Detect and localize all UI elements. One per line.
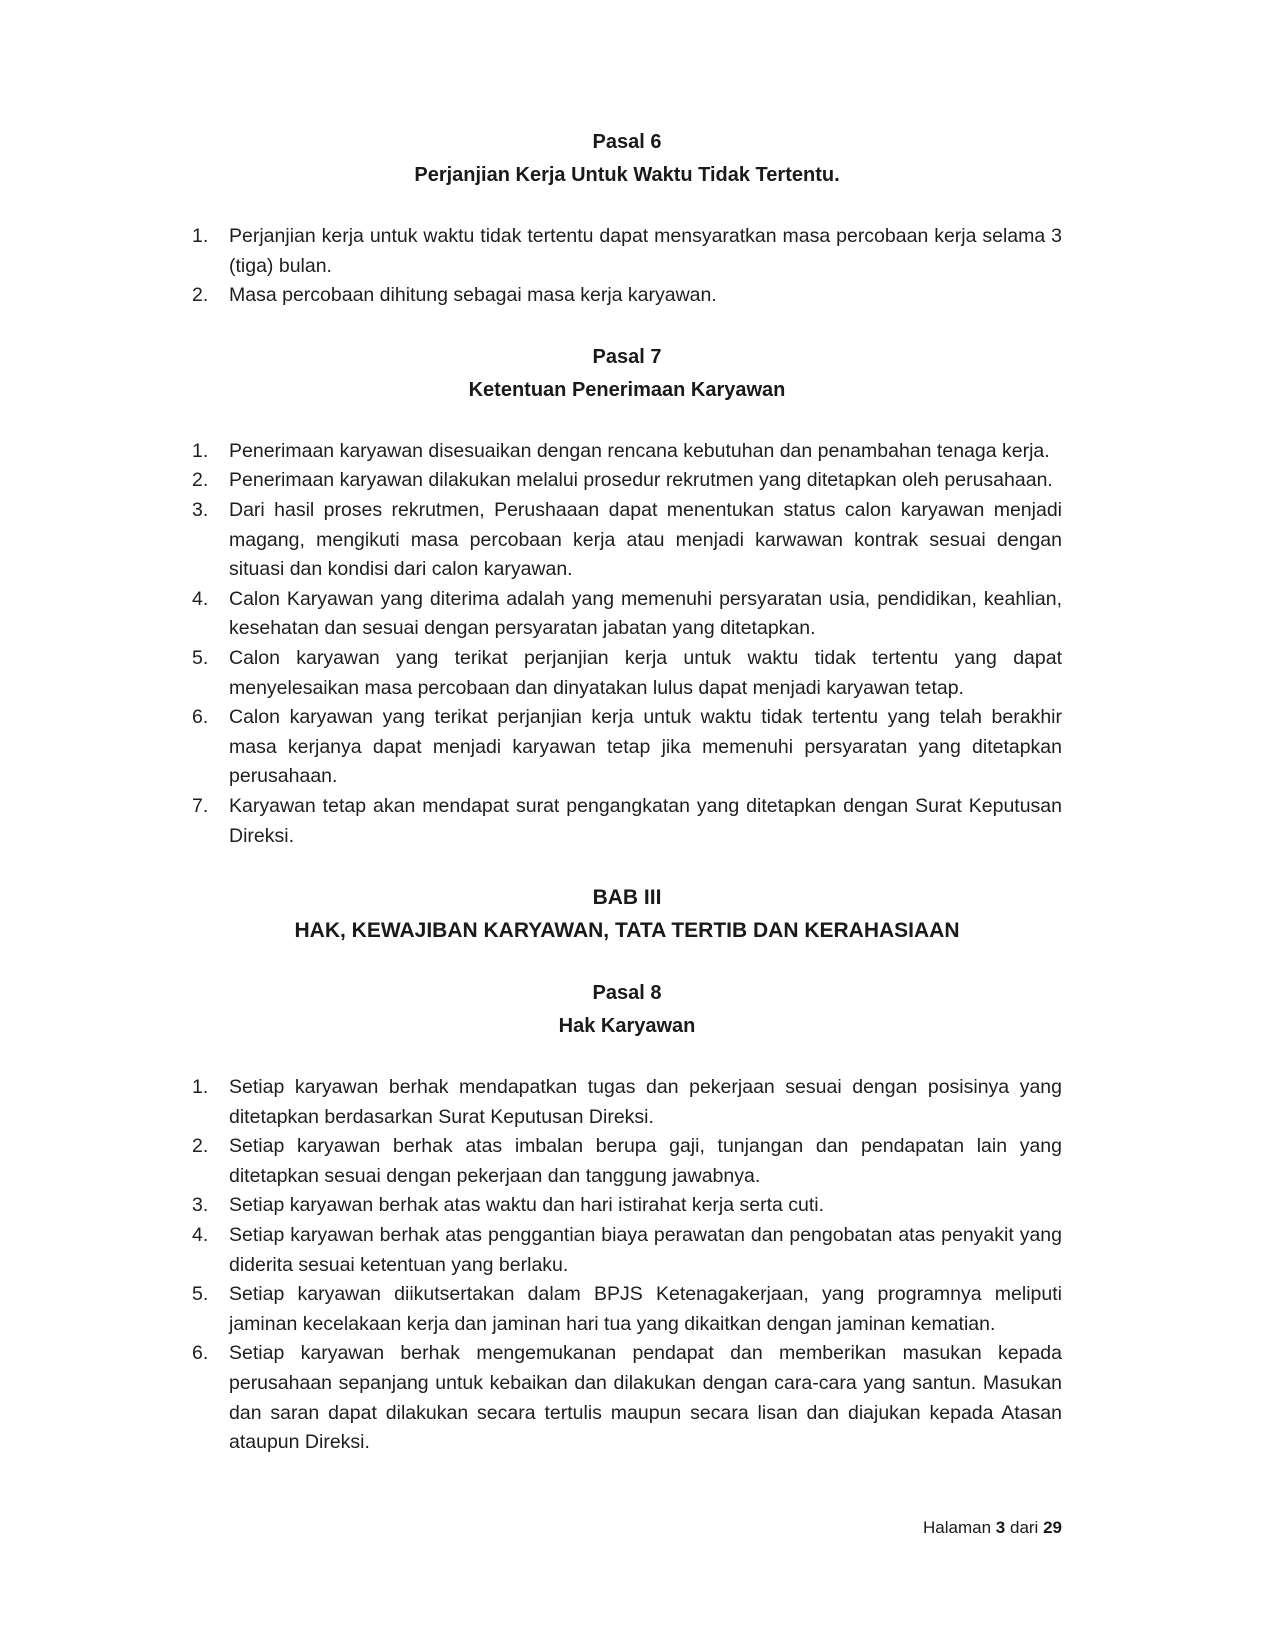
section-pasal-7 (192, 341, 1062, 851)
list-item (192, 281, 1062, 311)
pasal-7-list (192, 437, 1062, 851)
item-text: Setiap karyawan diikutsertakan dalam BPJS Ketenagakerjaan, yang programnya meliputi jaminan kecelakaan kerja dan jaminan hari tua yang dikaitkan dengan jaminan kematian. (229, 1283, 1062, 1335)
item-text: Calon Karyawan yang diterima adalah yang memenuhi persyaratan usia, pendidikan, keahlian, kesehatan dan sesuai dengan persyaratan jabatan yang ditetapkan. (229, 587, 1062, 640)
footer-label: Halaman (923, 1518, 992, 1537)
item-text: Dari hasil proses rekrutmen, Perushaaan dapat menentukan status calon karyawan menjadi magang, mengikuti masa percobaan kerja atau menjadi karwawan kontrak sesuai dengan situasi dan kondisi dari calon karyawan. (229, 498, 1062, 581)
bab-3-title: BAB III (592, 886, 662, 910)
section-bab-3 (192, 881, 1062, 947)
list-item (192, 1280, 1062, 1339)
item-number (192, 792, 229, 851)
pasal-8-subtitle: Hak Karyawan (558, 1015, 696, 1038)
pasal-6-title: Pasal 6 (592, 131, 662, 153)
item-number (192, 1191, 229, 1221)
pasal-6-subtitle: Perjanjian Kerja Untuk Waktu Tidak Tertentu. (414, 164, 840, 186)
footer-page-number: 3 (995, 1518, 1006, 1537)
item-text: Calon karyawan yang terikat perjanjian kerja untuk waktu tidak tertentu yang telah berakhir masa kerjanya dapat menjadi karyawan tetap jika memenuhi persyaratan yang ditetapkan perusahaan. (229, 706, 1062, 788)
pasal-7-subtitle: Ketentuan Penerimaan Karyawan (468, 378, 786, 401)
page-footer (923, 1518, 1062, 1538)
pasal-8-list (192, 1073, 1062, 1458)
item-number (192, 703, 229, 792)
item-text: Perjanjian kerja untuk waktu tidak tertentu dapat mensyaratkan masa percobaan kerja selama 3 (tiga) bulan. (229, 225, 1062, 277)
footer-total-pages: 29 (1043, 1518, 1062, 1537)
item-number (192, 1280, 229, 1339)
item-text: Setiap karyawan berhak mengemukanan pendapat dan memberikan masukan kepada perusahaan sepanjang untuk kebaikan dan dilakukan dengan cara-cara yang santun. Masukan dan saran dapat dilakukan secara tertulis maupun secara lisan dan diajukan kepada Atasan ataupun Direksi. (229, 1342, 1062, 1454)
item-text: Penerimaan karyawan disesuaikan dengan rencana kebutuhan dan penambahan tenaga kerja. (229, 439, 1050, 462)
item-number (192, 585, 229, 644)
bab-3-heading (192, 881, 1062, 947)
item-text: Calon karyawan yang terikat perjanjian kerja untuk waktu tidak tertentu yang dapat menyelesaikan masa percobaan dan dinyatakan lulus dapat menjadi karyawan tetap. (229, 646, 1062, 699)
list-item (192, 1191, 1062, 1221)
item-text: Setiap karyawan berhak atas penggantian biaya perawatan dan pengobatan atas penyakit yang diderita sesuai ketentuan yang berlaku. (229, 1224, 1062, 1276)
item-number (192, 496, 229, 585)
list-item (192, 1221, 1062, 1280)
list-item (192, 585, 1062, 644)
item-text: Masa percobaan dihitung sebagai masa kerja karyawan. (229, 284, 717, 307)
list-item (192, 703, 1062, 792)
pasal-6-list (192, 222, 1062, 311)
list-item (192, 222, 1062, 281)
pasal-7-title: Pasal 7 (592, 345, 662, 368)
list-item (192, 437, 1062, 467)
item-number (192, 437, 229, 467)
list-item (192, 792, 1062, 851)
item-number (192, 1339, 229, 1457)
list-item (192, 1339, 1062, 1457)
list-item (192, 496, 1062, 585)
item-text: Penerimaan karyawan dilakukan melalui prosedur rekrutmen yang ditetapkan oleh perusahaan. (229, 469, 1053, 492)
pasal-7-heading (192, 341, 1062, 407)
pasal-6-heading (192, 126, 1062, 192)
item-number (192, 1221, 229, 1280)
item-number (192, 222, 229, 281)
pasal-8-heading (192, 977, 1062, 1043)
list-item (192, 1132, 1062, 1191)
item-number (192, 281, 229, 311)
item-number (192, 1132, 229, 1191)
item-text: Setiap karyawan berhak atas waktu dan hari istirahat kerja serta cuti. (229, 1194, 825, 1217)
section-pasal-6 (192, 126, 1062, 311)
pasal-8-title: Pasal 8 (592, 982, 662, 1005)
bab-3-subtitle: HAK, KEWAJIBAN KARYAWAN, TATA TERTIB DAN KERAHASIAAN (294, 919, 960, 943)
footer-of-label: dari (1009, 1518, 1039, 1537)
list-item (192, 644, 1062, 703)
item-number (192, 1073, 229, 1132)
item-number (192, 466, 229, 496)
list-item (192, 466, 1062, 496)
list-item (192, 1073, 1062, 1132)
item-text: Setiap karyawan berhak mendapatkan tugas dan pekerjaan sesuai dengan posisinya yang ditetapkan berdasarkan Surat Keputusan Direksi. (229, 1076, 1062, 1128)
item-text: Setiap karyawan berhak atas imbalan berupa gaji, tunjangan dan pendapatan lain yang ditetapkan sesuai dengan pekerjaan dan tanggung jawabnya. (229, 1135, 1062, 1187)
item-text: Karyawan tetap akan mendapat surat pengangkatan yang ditetapkan dengan Surat Keputusan Direksi. (229, 794, 1062, 847)
section-pasal-8 (192, 977, 1062, 1458)
item-number (192, 644, 229, 703)
